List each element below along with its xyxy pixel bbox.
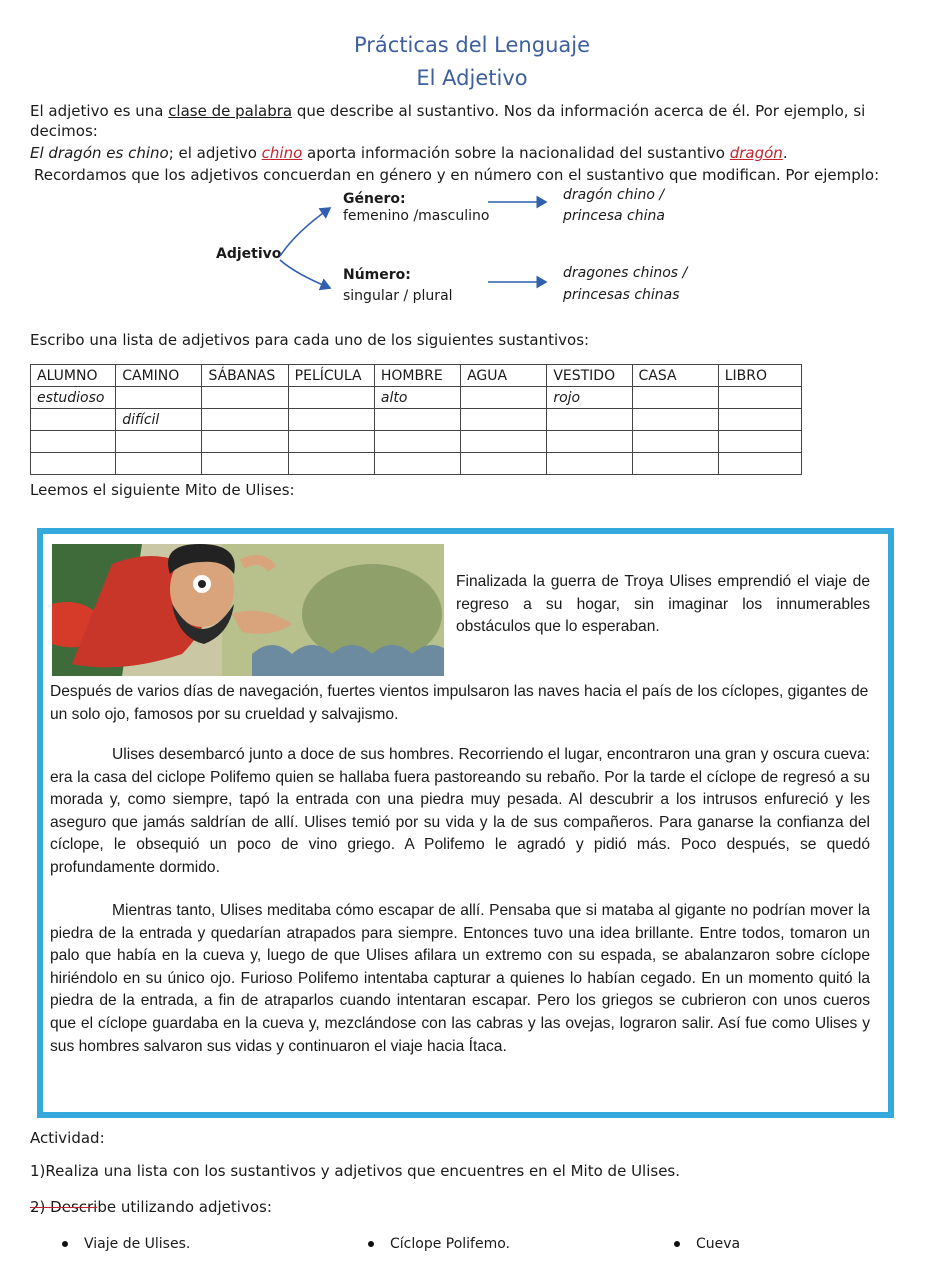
table-cell[interactable] — [374, 431, 460, 453]
diagram-genero-example-1: dragón chino / — [563, 187, 665, 203]
example-text: ; el adjetivo — [168, 144, 262, 162]
header-cell: SÁBANAS — [202, 365, 288, 387]
header-cell: AGUA — [461, 365, 547, 387]
bullet-text: Cueva — [696, 1236, 741, 1252]
diagram-root-label: Adjetivo — [216, 246, 282, 262]
table-cell[interactable] — [547, 431, 632, 453]
table-cell[interactable] — [718, 453, 801, 475]
table-cell[interactable]: rojo — [547, 387, 632, 409]
table-cell[interactable] — [718, 409, 801, 431]
diagram-genero-desc: femenino /masculino — [343, 208, 490, 224]
table-cell[interactable] — [374, 453, 460, 475]
diagram-numero-desc: singular / plural — [343, 288, 453, 304]
table-cell[interactable]: difícil — [116, 409, 202, 431]
header-cell: LIBRO — [718, 365, 801, 387]
diagram-numero-example-1: dragones chinos / — [563, 265, 688, 281]
myth-intro: Leemos el siguiente Mito de Ulises: — [30, 481, 295, 499]
diagram-numero-example-2: princesas chinas — [563, 287, 680, 303]
diagram-genero-example-2: princesa china — [563, 208, 665, 224]
table-cell[interactable] — [718, 387, 801, 409]
adjectives-table — [30, 364, 802, 475]
table-header-row — [31, 365, 802, 387]
example-noun: dragón — [729, 144, 783, 162]
table-cell[interactable] — [288, 409, 374, 431]
activity-item-1: 1)Realiza una lista con los sustantivos y adjetivos que encuentres en el Mito de Ulises. — [30, 1162, 681, 1180]
table-row — [31, 453, 802, 475]
story-paragraph-2: Después de varios días de navegación, fuertes vientos impulsaron las naves hacia el país de los cíclopes, gigantes de un solo ojo, famosos por su crueldad y salvajismo. — [50, 683, 869, 723]
header-cell: PELÍCULA — [288, 365, 374, 387]
table-cell[interactable] — [547, 453, 632, 475]
activity-item-2-text: be utilizando adjetivos: — [97, 1198, 272, 1216]
table-cell[interactable] — [116, 431, 202, 453]
table-cell[interactable] — [288, 431, 374, 453]
header-cell: CASA — [632, 365, 718, 387]
bullet-item — [674, 1236, 740, 1252]
example-adjective: chino — [261, 144, 303, 162]
table-cell[interactable] — [461, 409, 547, 431]
table-cell[interactable] — [288, 387, 374, 409]
table-cell[interactable] — [461, 431, 547, 453]
page-subject: Prácticas del Lenguaje — [353, 33, 591, 57]
bullet-text: Cíclope Polifemo. — [390, 1236, 511, 1252]
intro-concord: Recordamos que los adjetivos concuerdan en género y en número con el sustantivo que modifican. Por ejemplo: — [34, 166, 880, 184]
table-cell[interactable] — [202, 453, 288, 475]
diagram-arrows — [0, 0, 944, 320]
table-cell[interactable] — [374, 409, 460, 431]
bullet-item — [368, 1236, 510, 1252]
bullet-dot-icon — [62, 1241, 68, 1247]
branch-arrow-upper — [280, 208, 330, 256]
bullet-dot-icon — [674, 1241, 680, 1247]
table-cell[interactable] — [461, 387, 547, 409]
table-cell[interactable]: estudioso — [31, 387, 116, 409]
table-row — [31, 387, 802, 409]
table-cell[interactable] — [202, 409, 288, 431]
bullet-item — [62, 1236, 190, 1252]
page-title: El Adjetivo — [416, 66, 528, 90]
intro-underlined-term: clase de palabra — [168, 102, 293, 120]
table-row — [31, 409, 802, 431]
table-cell[interactable] — [632, 409, 718, 431]
table-row — [31, 431, 802, 453]
table-cell[interactable] — [116, 453, 202, 475]
intro-text: que describe al sustantivo. Nos da información acerca de él. Por ejemplo, si — [292, 102, 866, 120]
activity-item-2 — [30, 1197, 920, 1217]
branch-arrow-lower — [280, 260, 330, 288]
table-instructions: Escribo una lista de adjetivos para cada uno de los siguientes sustantivos: — [30, 331, 590, 349]
table-cell[interactable]: alto — [374, 387, 460, 409]
header-cell: VESTIDO — [547, 365, 632, 387]
header-cell: ALUMNO — [31, 365, 116, 387]
table-cell[interactable] — [632, 453, 718, 475]
diagram-numero-label: Número: — [343, 267, 411, 283]
header-cell: HOMBRE — [374, 365, 460, 387]
example-text: . — [782, 144, 788, 162]
table-cell[interactable] — [718, 431, 801, 453]
story-paragraph-3: Ulises desembarcó junto a doce de sus hombres. Recorriendo el lugar, encontraron una gran y oscura cueva: era la casa del ciclope Polifemo quien se hallaba fuera pastoreando su rebaño. Por la tarde el cíclope de regresó a su morada y, como siempre, tapó la entrada con una piedra muy pesada. Al descubrir a los intrusos enfureció y les aseguro que jamás saldrían de allí. Ulises temió por su vida y la de sus compañeros. Para ganarse la confianza del cíclope, le obsequió un poco de vino griego. A Polifemo le agradó y pidió más. Poco después, se quedó profundamente dormido. — [50, 746, 870, 876]
table-cell[interactable] — [31, 409, 116, 431]
bullet-text: Viaje de Ulises. — [84, 1236, 191, 1252]
diagram-genero-label: Género: — [343, 191, 406, 207]
table-cell[interactable] — [202, 387, 288, 409]
table-cell[interactable] — [547, 409, 632, 431]
header-cell: CAMINO — [116, 365, 202, 387]
table-cell[interactable] — [31, 453, 116, 475]
cyclops-illustration — [52, 544, 444, 676]
table-cell[interactable] — [288, 453, 374, 475]
story-paragraph-4: Mientras tanto, Ulises meditaba cómo escapar de allí. Pensaba que si mataba al gigante no podrían mover la piedra de la entrada y quedarían atrapados para siempre. Entonces tuvo una idea brillante. Entre todos, tomaron un palo que había en la cueva y, luego de que Ulises afilara un extremo con su espada, se abalanzaron sobre cíclope hiriéndolo en su único ojo. Furioso Polifemo intentaba capturar a quienes lo habían cegado. En un momento quitó la piedra de la entrada, a fin de atraparlos cuando intentaran escapar. Pero los griegos se cubrieron con unos cueros que el cíclope guardaba en la cueva y, mezclándose con las cabras y las ovejas, lograron salir. Así fue como Ulises y sus hombres salvaron sus vidas y continuaron el viaje hacia Ítaca. — [50, 902, 870, 1055]
example-text: aporta información sobre la nacionalidad del sustantivo — [302, 144, 730, 162]
table-cell[interactable] — [202, 431, 288, 453]
table-cell[interactable] — [116, 387, 202, 409]
table-cell[interactable] — [31, 431, 116, 453]
bullet-dot-icon — [368, 1241, 374, 1247]
example-sentence: El dragón es chino — [30, 144, 169, 162]
struck-text: 2) Descri — [30, 1198, 98, 1216]
intro-text: El adjetivo es una — [30, 102, 169, 120]
table-cell[interactable] — [461, 453, 547, 475]
intro-text: decimos: — [30, 122, 98, 140]
table-cell[interactable] — [632, 431, 718, 453]
table-cell[interactable] — [632, 387, 718, 409]
story-paragraph-1: Finalizada la guerra de Troya Ulises emprendió el viaje de regreso a su hogar, sin imaginar los innumerables obstáculos que lo esperaban. — [456, 573, 870, 636]
activity-title: Actividad: — [30, 1129, 105, 1147]
